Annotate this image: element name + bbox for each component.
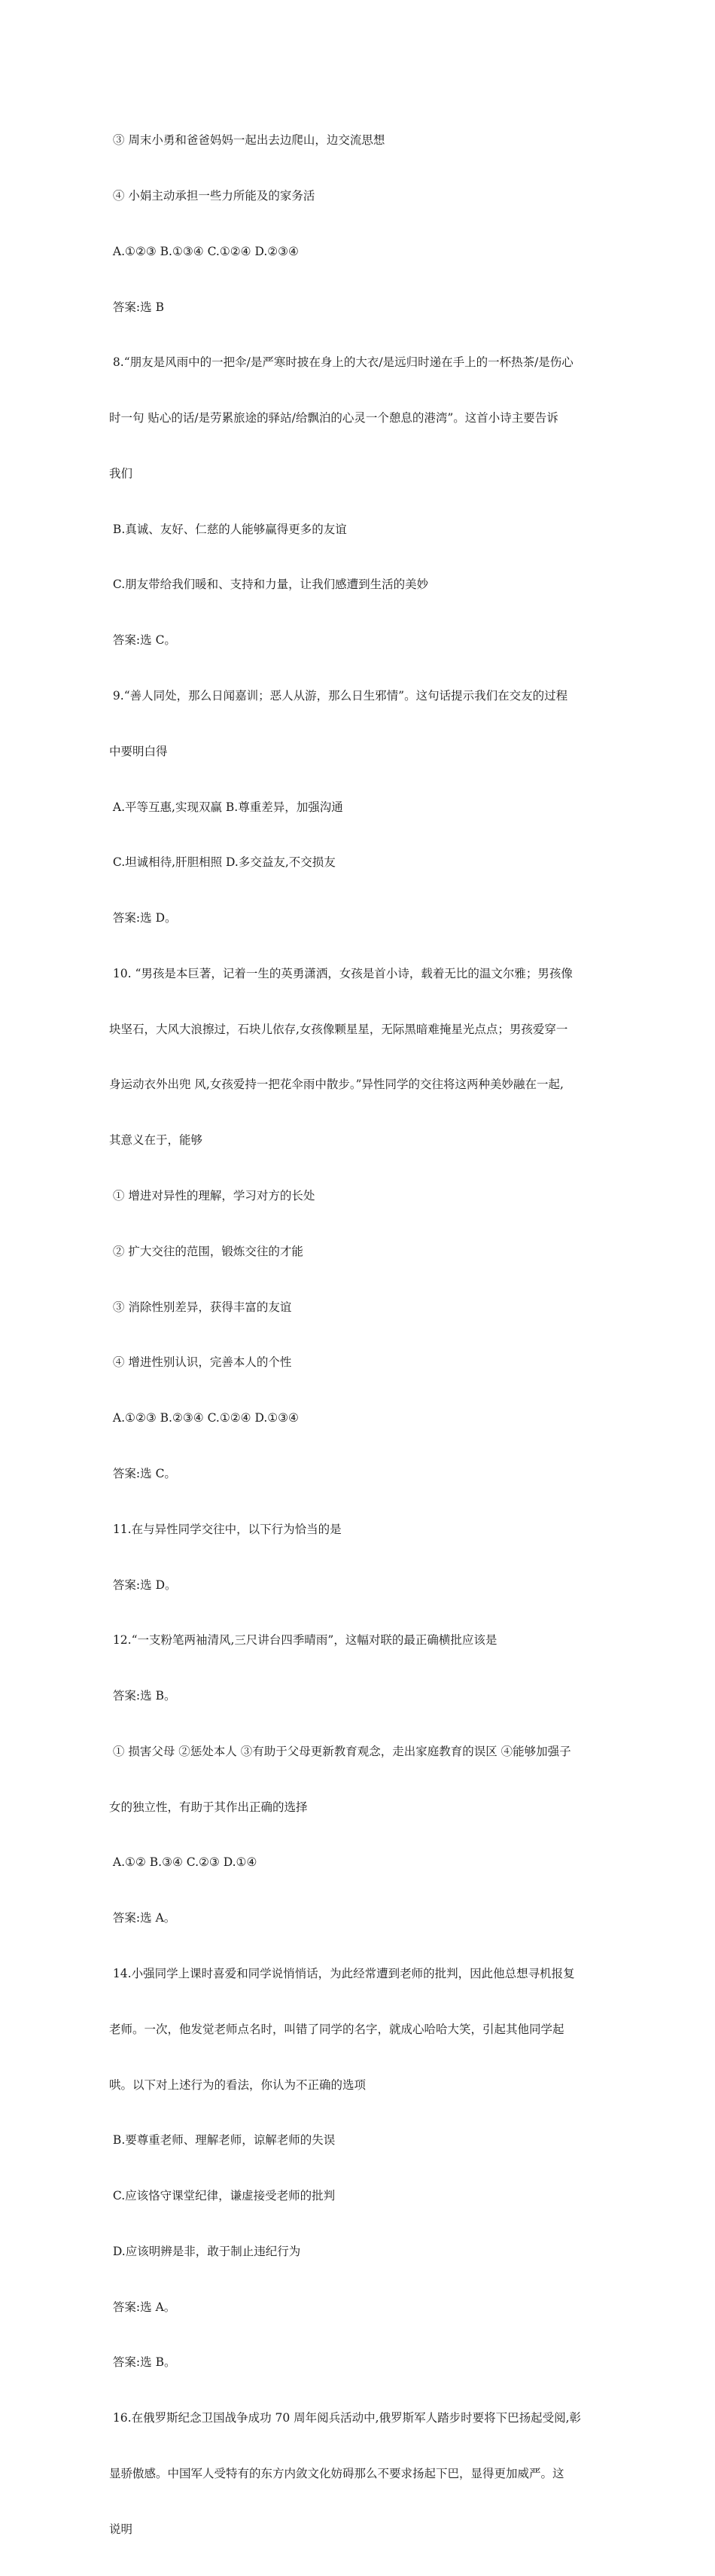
text-line: ② 扩大交往的范围，锻炼交往的才能 (109, 1244, 303, 1258)
text-line: 答案:选 A。 (109, 1911, 176, 1925)
text-line: 9.“善人同处，那么日闻嘉训；恶人从游，那么日生邪情”。这句话提示我们在交友的过程 (109, 689, 568, 703)
text-line: A.①② B.③④ C.②③ D.①④ (109, 1855, 257, 1870)
text-line: 16.在俄罗斯纪念卫国战争成功 70 周年阅兵活动中,俄罗斯军人踏步时要将下巴扬起受阅,彰 (109, 2411, 582, 2425)
text-line: A.平等互惠,实现双赢 B.尊重差异，加强沟通 (109, 800, 343, 814)
text-line: A.①②③ B.②③④ C.①②④ D.①③④ (109, 1411, 299, 1425)
text-line: 我们 (109, 466, 133, 480)
document-body (109, 94, 613, 2576)
text-line: 10. “男孩是本巨著，记着一生的英勇潇洒，女孩是首小诗，载着无比的温文尔雅；男孩像 (109, 966, 573, 980)
text-line: B.要尊重老师、理解老师，谅解老师的失误 (109, 2133, 336, 2148)
text-line: 8.“朋友是风雨中的一把伞/是严寒时披在身上的大衣/是远归时递在手上的一杯热茶/是伤心 (109, 355, 574, 370)
text-line: 中要明白得 (109, 744, 168, 758)
text-line: 显骄傲感。中国军人受特有的东方内敛文化妨碍那么不要求扬起下巴，显得更加威严。这 (109, 2467, 564, 2480)
text-line: 答案:选 B。 (109, 2355, 176, 2370)
text-line: 答案:选 A。 (109, 2300, 176, 2314)
text-line: ④ 增进性别认识，完善本人的个性 (109, 1355, 292, 1370)
text-line: 14.小强同学上课时喜爱和同学说悄悄话，为此经常遭到老师的批判，因此他总想寻机报复 (109, 1966, 575, 1980)
text-line: D.应该明辨是非，敢于制止违纪行为 (109, 2244, 301, 2258)
text-line: 时一句 贴心的话/是劳累旅途的驿站/给飘泊的心灵一个憩息的港湾”。这首小诗主要告诉 (109, 411, 558, 425)
text-line: 答案:选 C。 (109, 1466, 176, 1480)
text-line: 12.“一支粉笔两袖清风,三尺讲台四季晴雨”，这幅对联的最正确横批应该是 (109, 1633, 497, 1648)
text-line: ③ 消除性别差异，获得丰富的友谊 (109, 1300, 292, 1314)
text-line: 说明 (109, 2522, 133, 2536)
text-line: 其意义在于，能够 (109, 1133, 203, 1148)
text-line: C.坦诚相待,肝胆相照 D.多交益友,不交损友 (109, 855, 336, 870)
text-line: B.真诚、友好、仁慈的人能够赢得更多的友谊 (109, 522, 347, 536)
text-line: 答案:选 B。 (109, 1689, 176, 1703)
text-line: A.①②③ B.①③④ C.①②④ D.②③④ (109, 244, 299, 258)
text-line: 女的独立性，有助于其作出正确的选择 (109, 1800, 308, 1814)
text-line: 块坚石，大风大浪擦过，石块儿依存,女孩像颗星星，无际黑暗难掩星光点点；男孩爱穿一 (109, 1022, 568, 1036)
text-line: 老师。一次，他发觉老师点名时，叫错了同学的名字，就成心哈哈大笑，引起其他同学起 (109, 2022, 564, 2036)
text-line: 答案:选 C。 (109, 633, 176, 648)
text-line: C.朋友带给我们暖和、支持和力量，让我们感遭到生活的美妙 (109, 578, 429, 592)
text-line: ① 损害父母 ②惩处本人 ③有助于父母更新教育观念，走出家庭教育的误区 ④能够加强子 (109, 1744, 571, 1758)
text-line: 哄。以下对上述行为的看法，你认为不正确的选项 (109, 2078, 367, 2092)
text-line: ③ 周末小勇和爸爸妈妈一起出去边爬山，边交流思想 (109, 133, 385, 148)
text-line: ④ 小娟主动承担一些力所能及的家务活 (109, 188, 315, 203)
text-line: 答案:选 D。 (109, 1578, 177, 1592)
text-line: ① 增进对异性的理解，学习对方的长处 (109, 1189, 315, 1203)
text-line: 答案:选 D。 (109, 911, 177, 925)
text-line: 答案:选 B (109, 300, 164, 314)
text-line: 身运动衣外出兜 风,女孩爱持一把花伞雨中散步。”异性同学的交往将这两种美妙融在一起, (109, 1078, 564, 1092)
text-line: 11.在与异性同学交往中，以下行为恰当的是 (109, 1522, 342, 1536)
text-line: C.应该恪守课堂纪律，谦虚接受老师的批判 (109, 2189, 336, 2203)
